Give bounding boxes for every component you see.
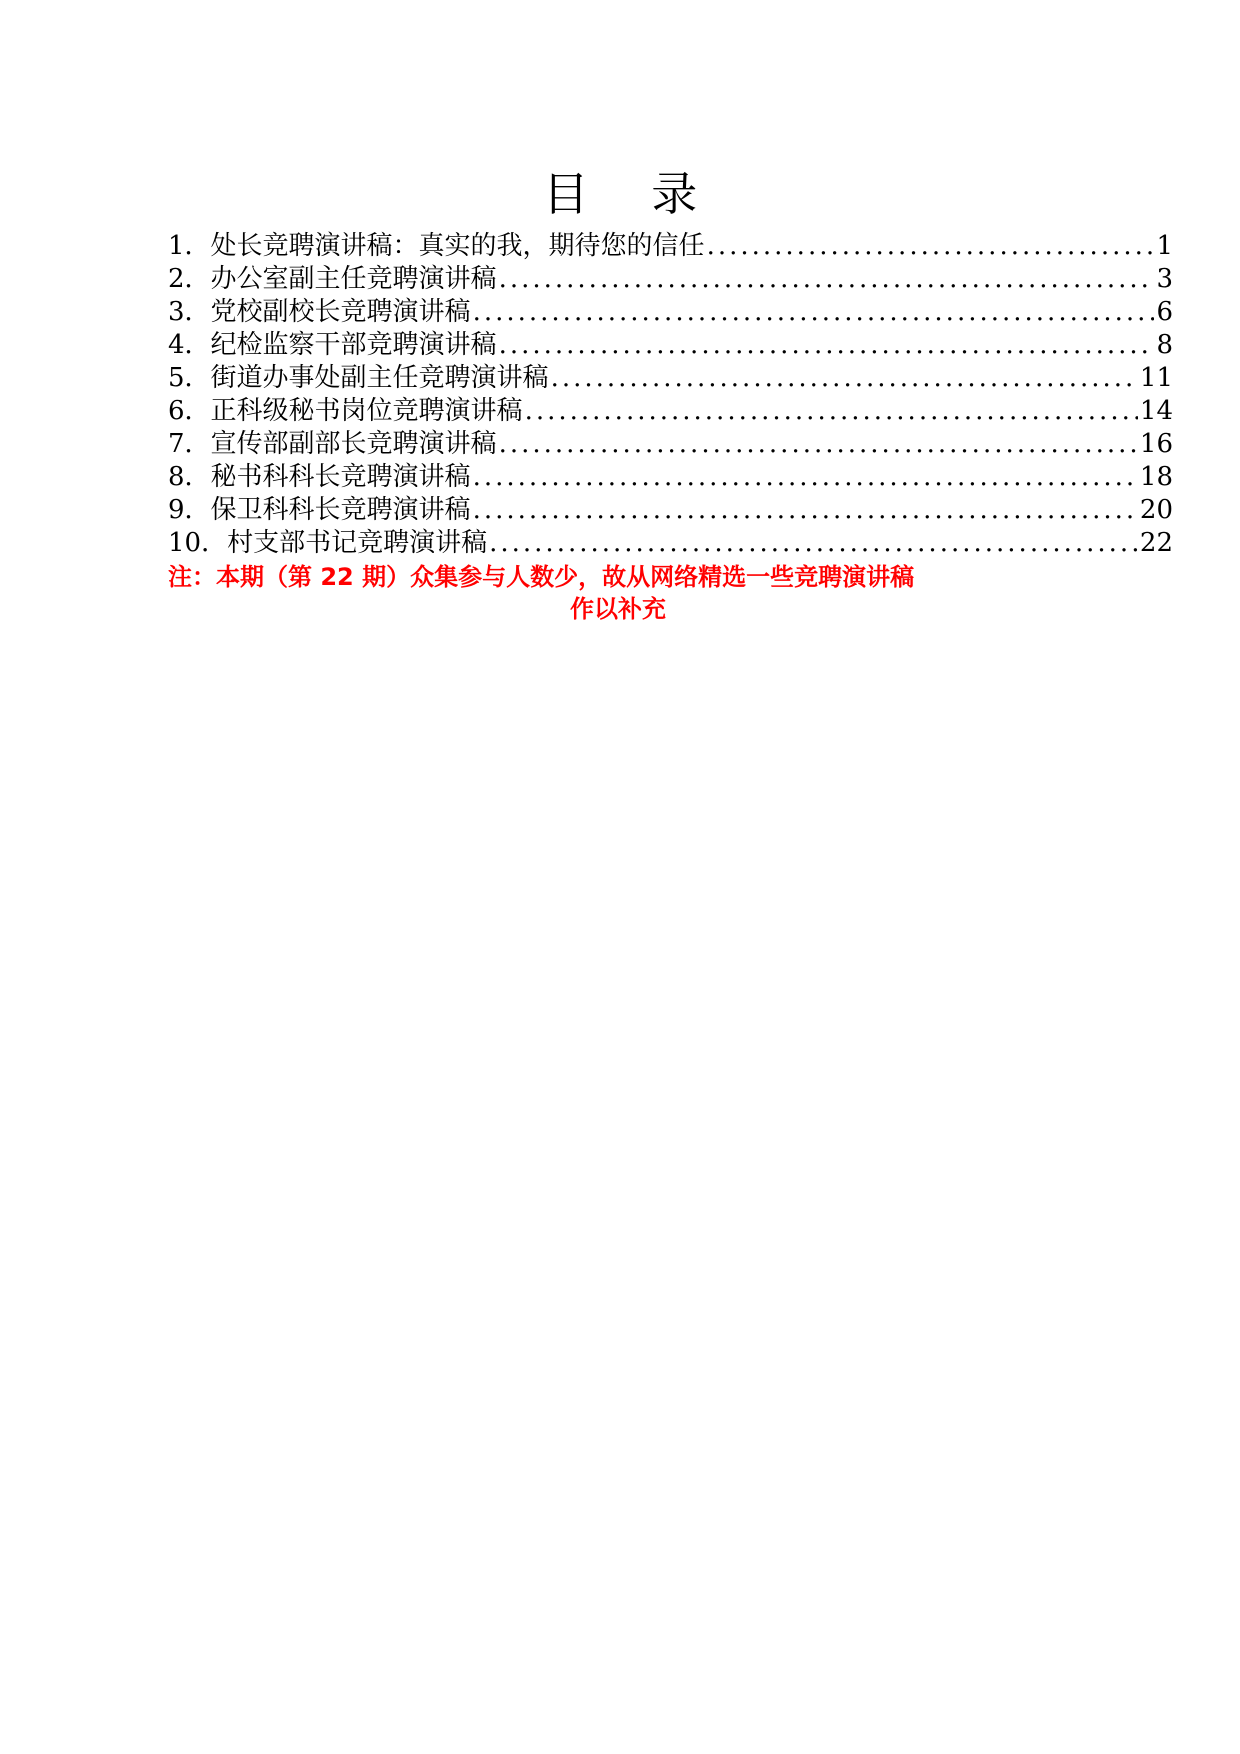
toc-dot-leader	[489, 527, 1138, 560]
toc-entry-number: 2．	[168, 264, 211, 294]
toc-entry-page: 16	[1139, 429, 1173, 459]
toc-dot-leader	[707, 230, 1155, 263]
toc-dot-leader	[525, 395, 1138, 428]
toc-entry[interactable]	[168, 461, 1173, 494]
toc-entry-page: 11	[1139, 363, 1173, 393]
toc-entry[interactable]	[168, 230, 1173, 263]
toc-entry-page: 8	[1156, 330, 1173, 360]
toc-entry[interactable]	[168, 362, 1173, 395]
toc-entry-title: 办公室副主任竞聘演讲稿	[210, 264, 497, 294]
toc-entry-title: 纪检监察干部竞聘演讲稿	[210, 330, 497, 360]
toc-entry-page: 20	[1139, 495, 1173, 525]
toc-entry-title: 村支部书记竞聘演讲稿	[227, 528, 488, 558]
toc-entry-number: 7．	[168, 429, 211, 459]
toc-entry-title: 处长竞聘演讲稿：真实的我，期待您的信任	[210, 231, 705, 261]
toc-dot-leader	[473, 461, 1138, 494]
toc-dot-leader	[551, 362, 1138, 395]
toc-entry-title: 秘书科科长竞聘演讲稿	[210, 462, 471, 492]
toc-entry-page: 6	[1156, 297, 1173, 327]
toc-entry-page: 14	[1139, 396, 1173, 426]
toc-entry-number: 9．	[168, 495, 211, 525]
toc-entry-number: 4．	[168, 330, 211, 360]
supplement-note	[168, 561, 1068, 625]
toc-entry[interactable]	[168, 329, 1173, 362]
toc-entry[interactable]	[168, 428, 1173, 461]
toc-entry[interactable]	[168, 395, 1173, 428]
toc-entry[interactable]	[168, 296, 1173, 329]
toc-entry-number: 1．	[168, 231, 211, 261]
note-line-2: 作以补充	[570, 595, 666, 623]
toc-entry[interactable]	[168, 494, 1173, 527]
toc-entry[interactable]	[168, 263, 1173, 296]
toc-entry-page: 22	[1139, 528, 1173, 558]
toc-entry-number: 10．	[168, 528, 228, 558]
toc-entry-title: 党校副校长竞聘演讲稿	[210, 297, 471, 327]
toc-entry-number: 5．	[168, 363, 211, 393]
toc-dot-leader	[499, 428, 1138, 461]
toc-entry-number: 8．	[168, 462, 211, 492]
note-line-1: 注：本期（第 22 期）众集参与人数少，故从网络精选一些竞聘演讲稿	[168, 563, 915, 591]
toc-dot-leader	[473, 296, 1155, 329]
toc-entry-title: 正科级秘书岗位竞聘演讲稿	[210, 396, 523, 426]
toc-entry-title: 保卫科科长竞聘演讲稿	[210, 495, 471, 525]
toc-dot-leader	[499, 263, 1155, 296]
toc-entry-number: 6．	[168, 396, 211, 426]
toc-entry[interactable]	[168, 527, 1173, 560]
toc-entry-page: 18	[1139, 462, 1173, 492]
toc-list	[168, 230, 1173, 560]
toc-entry-page: 1	[1156, 231, 1173, 261]
toc-entry-title: 宣传部副部长竞聘演讲稿	[210, 429, 497, 459]
toc-entry-page: 3	[1156, 264, 1173, 294]
toc-entry-number: 3．	[168, 297, 211, 327]
toc-title: 目 录	[542, 167, 722, 221]
toc-entry-title: 街道办事处副主任竞聘演讲稿	[210, 363, 549, 393]
toc-dot-leader	[499, 329, 1155, 362]
toc-dot-leader	[473, 494, 1138, 527]
